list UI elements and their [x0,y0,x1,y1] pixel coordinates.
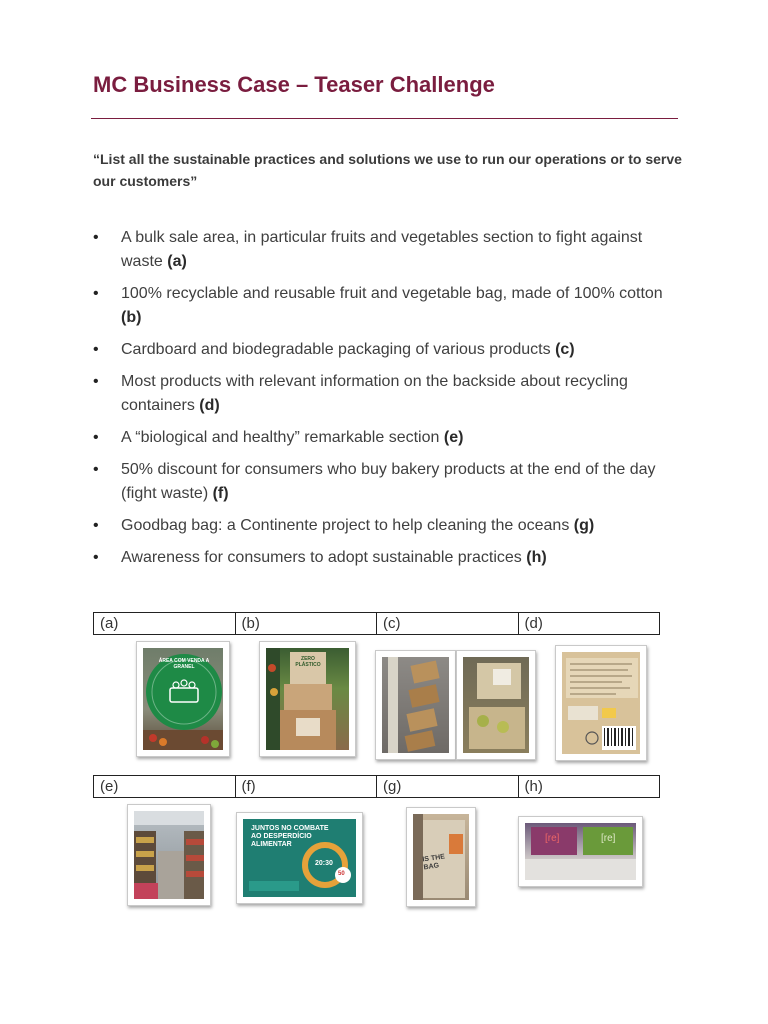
photo-c-packaging-left [375,650,456,760]
photo-h-label-2: [re] [601,833,616,844]
photo-a-bulk-sale [136,641,230,757]
photo-h-awareness [518,816,643,887]
list-item: • 100% recyclable and reusable fruit and vegetable bag, made of 100% cotton (b) [93,282,673,330]
table-cell-f: (f) [235,776,377,798]
photo-h-label-1: [re] [545,833,560,844]
photo-a-sign-text: ÁREA COM VENDA A GRANEL [158,658,210,670]
list-item: • Awareness for consumers to adopt sustainable practices (h) [93,546,673,570]
title-divider [91,118,678,119]
list-item: • A bulk sale area, in particular fruits and vegetables section to fight against waste (a) [93,226,673,274]
photo-d-recycling-info [555,645,647,761]
list-item: • Most products with relevant information on the backside about recycling containers (d) [93,370,673,418]
photo-f-badge: 50 [338,871,345,877]
challenge-quote: “List all the sustainable practices and solutions we use to run our operations or to serve our customers” [93,151,682,189]
photo-b-sign-text: ZERO PLÁSTICO [295,656,321,668]
table-cell-d: (d) [518,613,660,635]
table-cell-e: (e) [94,776,236,798]
photo-e-bio-section [127,804,211,906]
photo-f-bakery-discount [236,812,363,904]
photo-b-cotton-bag [259,641,356,757]
table-cell-g: (g) [377,776,519,798]
list-item: • 50% discount for consumers who buy bakery products at the end of the day (fight waste) (f) [93,458,673,506]
photo-label-table-1 [93,612,660,635]
photo-label-table-2 [93,775,660,798]
document-title: MC Business Case – Teaser Challenge [93,72,495,97]
table-cell-a: (a) [94,613,236,635]
list-item: • Goodbag bag: a Continente project to help cleaning the oceans (g) [93,514,673,538]
list-item: • A “biological and healthy” remarkable section (e) [93,426,673,450]
photo-g-goodbag [406,807,476,907]
photo-f-time: 20:30 [315,860,333,867]
table-cell-c: (c) [377,613,519,635]
practices-list [93,226,673,578]
photo-f-sign-line1: JUNTOS NO COMBATE [251,825,329,832]
photo-c-packaging-right [456,650,536,760]
table-cell-b: (b) [235,613,377,635]
list-item: • Cardboard and biodegradable packaging of various products (c) [93,338,673,362]
photo-f-sign-line2: AO DESPERDÍCIO [251,833,312,840]
table-cell-h: (h) [518,776,660,798]
photo-f-sign-line3: ALIMENTAR [251,841,292,848]
photo-g-bag-text: IS THE BAG [422,853,446,872]
